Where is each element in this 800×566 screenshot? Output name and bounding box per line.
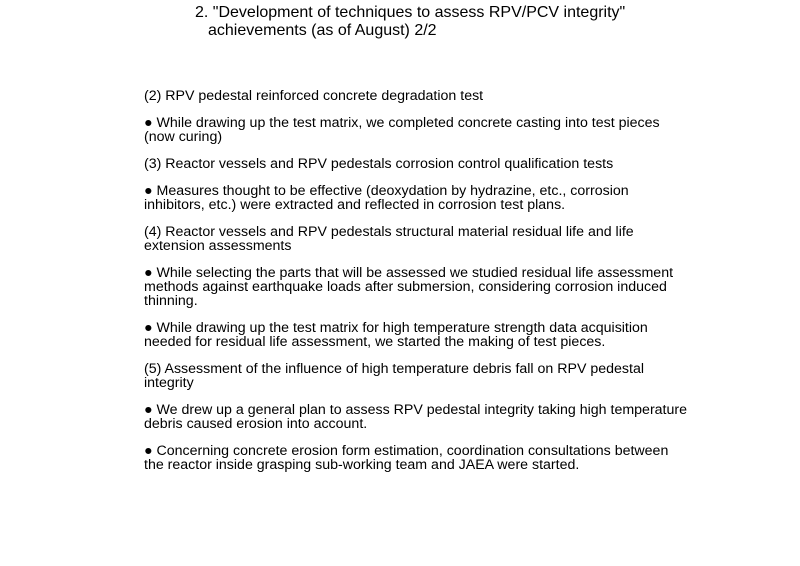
bullet-item: ● We drew up a general plan to assess RPV pedestal integrity taking high temperature debris caused erosion into account. (144, 402, 688, 432)
bullet-item: ● Measures thought to be effective (deoxydation by hydrazine, etc., corrosion inhibitors, etc.) were extracted and reflected in corrosion test plans. (144, 183, 629, 213)
section-heading-3: (3) Reactor vessels and RPV pedestals corrosion control qualification tests (144, 156, 614, 172)
bullet-item: ● Concerning concrete erosion form estimation, coordination consultations between the reactor inside grasping sub-working team and JAEA were started. (144, 443, 669, 473)
bullet-item: ● While drawing up the test matrix, we completed concrete casting into test pieces (now curing) (144, 115, 660, 145)
content-body (144, 89, 689, 485)
title-line-2: achievements (as of August) 2/2 (208, 22, 437, 39)
bullet-item: ● While drawing up the test matrix for high temperature strength data acquisition needed for residual life assessment, we started the making of test pieces. (144, 320, 648, 350)
section-heading-4: (4) Reactor vessels and RPV pedestals structural material residual life and life extension assessments (144, 224, 634, 254)
section-heading-2: (2) RPV pedestal reinforced concrete degradation test (144, 88, 484, 104)
bullet-item: ● While selecting the parts that will be assessed we studied residual life assessment methods against earthquake loads after submersion, considering corrosion induced thinning. (144, 265, 674, 309)
section-heading-5: (5) Assessment of the influence of high temperature debris fall on RPV pedestal integrity (144, 361, 644, 391)
page-title (195, 4, 625, 40)
title-line-1: 2. "Development of techniques to assess RPV/PCV integrity" (195, 4, 626, 21)
